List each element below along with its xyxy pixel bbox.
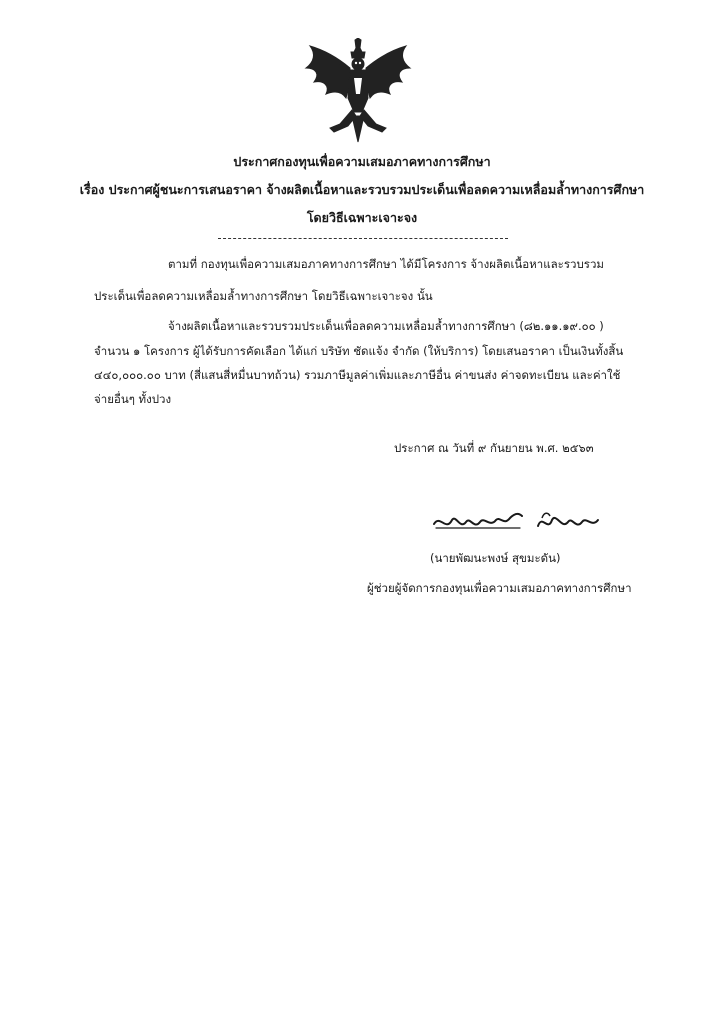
announcement-date: ประกาศ ณ วันที่ ๙ กันยายน พ.ศ. ๒๕๖๓: [394, 441, 594, 455]
announcement-title: ประกาศกองทุนเพื่อความเสมอภาคทางการศึกษา: [233, 154, 491, 169]
body-paragraph-2-line-4: จ่ายอื่นๆ ทั้งปวง: [94, 392, 172, 406]
body-paragraph-1-line-2: ประเด็นเพื่อลดความเหลื่อมล้ำทางการศึกษา โดยวิธีเฉพาะเจาะจง นั้น: [94, 289, 433, 303]
heading-divider: [218, 238, 508, 239]
body-paragraph-1-line-1: ตามที่ กองทุนเพื่อความเสมอภาคทางการศึกษา ได้มีโครงการ จ้างผลิตเนื้อหาและรวบรวม: [168, 257, 604, 271]
garuda-emblem-icon: [300, 38, 416, 144]
body-paragraph-2-line-3: ๔๔๐,๐๐๐.๐๐ บาท (สี่แสนสี่หมื่นบาทถ้วน) รวมภาษีมูลค่าเพิ่มและภาษีอื่น ค่าขนส่ง ค่าจดทะเบียน และค่าใช้: [94, 368, 621, 382]
announcement-subject: เรื่อง ประกาศผู้ชนะการเสนอราคา จ้างผลิตเนื้อหาและรวบรวมประเด็นเพื่อลดความเหลื่อมล้ำทางการศึกษา: [79, 182, 645, 197]
signer-name: (นายพัฒนะพงษ์ สุขมะดัน): [430, 551, 561, 565]
body-paragraph-2-line-2: จำนวน ๑ โครงการ ผู้ได้รับการคัดเลือก ได้แก่ บริษัท ชัดแจ้ง จำกัด (ให้บริการ) โดยเสนอราคา เป็นเงินทั้งสิ้น: [94, 344, 624, 358]
body-paragraph-2-line-1: จ้างผลิตเนื้อหาและรวบรวมประเด็นเพื่อลดความเหลื่อมล้ำทางการศึกษา (๘๒.๑๑.๑๙.๐๐ ): [168, 319, 604, 333]
signer-title: ผู้ช่วยผู้จัดการกองทุนเพื่อความเสมอภาคทางการศึกษา: [367, 581, 632, 595]
handwritten-signature: [430, 506, 605, 540]
procurement-method: โดยวิธีเฉพาะเจาะจง: [306, 210, 418, 225]
